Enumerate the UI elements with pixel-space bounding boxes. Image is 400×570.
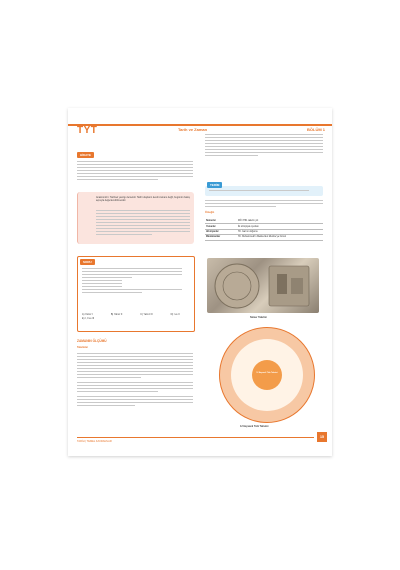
- page-number: 15: [317, 432, 327, 442]
- choice-b[interactable]: B) Yalnız II: [110, 313, 123, 316]
- section-body-lines: [77, 353, 193, 408]
- subject-title: Tarih ve Zaman: [178, 127, 208, 132]
- choice-d[interactable]: D) I ve II: [170, 313, 180, 316]
- calendar-table: [205, 219, 323, 241]
- book-page: [68, 108, 332, 456]
- table-heading: Örneğin: [205, 211, 215, 214]
- choice-c[interactable]: C) Yalnız III: [140, 313, 153, 316]
- table-row: Müslümanlar Hz. Muhammed'in Mekke'den Medine'ye hicreti: [205, 235, 323, 240]
- term-tag: TERİM: [207, 182, 222, 188]
- tyt-label: TYT: [77, 125, 98, 136]
- question-box: [77, 256, 195, 332]
- right-intro-lines: [205, 134, 323, 158]
- hikaye-tag: HİKAYE: [77, 152, 94, 158]
- table-row: Yunanlar İlk olimpiyat oyunları: [205, 224, 323, 229]
- term-lines: [209, 190, 309, 193]
- definition-box: [77, 192, 194, 244]
- top-rule: [68, 124, 332, 126]
- table-row: Sümerler MÖ 3761 takvim yılı: [205, 219, 323, 224]
- choice-a[interactable]: A) Yalnız I: [82, 313, 93, 316]
- sumer-calendar-photo: [207, 258, 319, 313]
- table-row: Hristiyanlar Hz. İsa'nın doğumu: [205, 229, 323, 234]
- question-tag: SORU: [80, 259, 95, 265]
- photo-caption: Sümer Takvimi: [250, 316, 267, 319]
- definition-lines: [96, 210, 190, 237]
- definition-text: Anakronizm: Tarihsel yanılgı demektir. Tarihi olayların kendi zamanı değil, bugünün bakış açısıyla değerlendirilmesidir.: [96, 196, 190, 203]
- tablet-illustration: [207, 258, 319, 313]
- section-subtitle: Takvimler: [77, 346, 88, 349]
- footer-rule: [77, 437, 314, 438]
- question-lines: [82, 268, 182, 295]
- right-mid-lines: [205, 200, 323, 209]
- unit-label: BÖLÜM 1: [307, 127, 325, 132]
- choice-e[interactable]: E) I, II ve III: [82, 317, 95, 321]
- section-title: ZAMANIN ÖLÇÜMÜ: [77, 339, 107, 343]
- choices: [82, 313, 190, 320]
- turk-calendar-wheel: [219, 327, 315, 423]
- wheel-center-label: 12 Hayvanlı Türk Takvimi: [256, 372, 278, 374]
- footer-text: TARİH | TEMEL KAVRAMLAR: [77, 440, 112, 443]
- wheel-caption: 12 Hayvanlı Türk Takvimi: [240, 425, 269, 428]
- intro-text-lines: [77, 161, 193, 182]
- term-box: [205, 183, 323, 196]
- wheel-core: [252, 360, 282, 390]
